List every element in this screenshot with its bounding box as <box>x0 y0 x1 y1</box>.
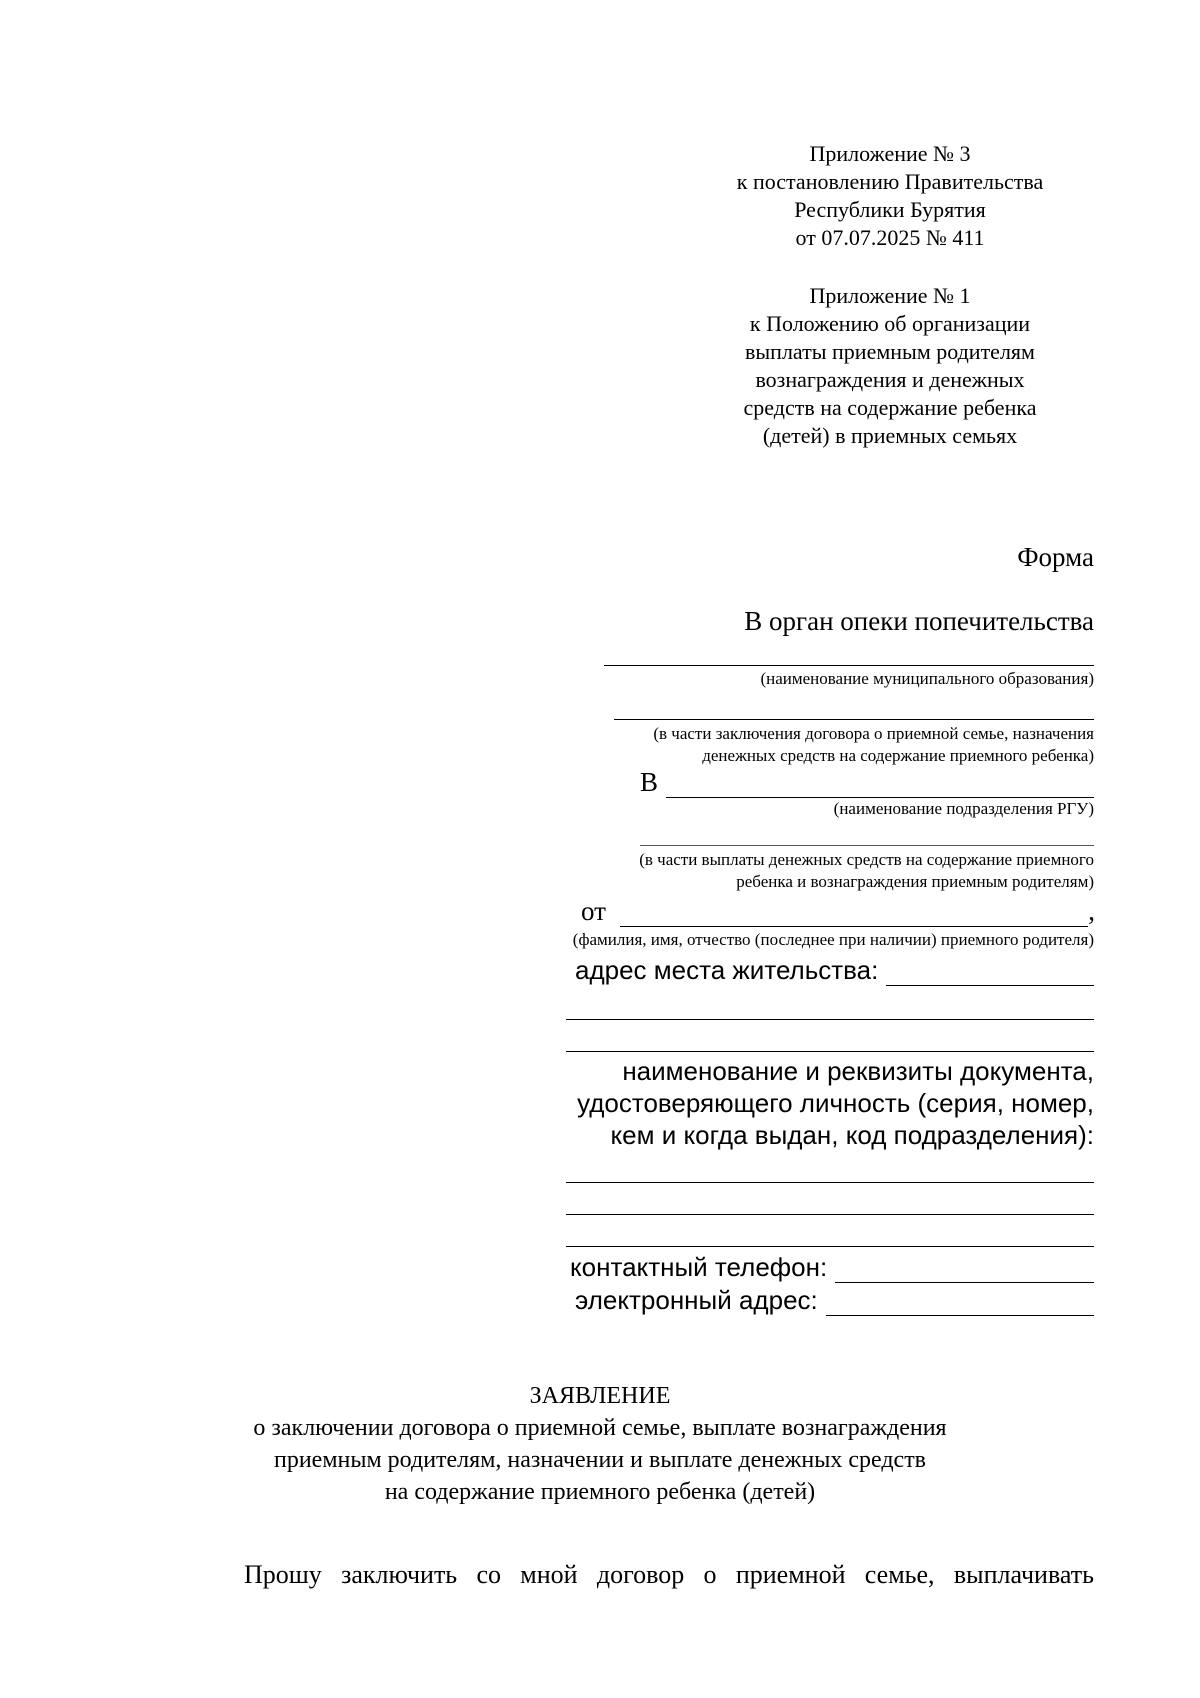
from-suffix: , <box>1088 896 1095 926</box>
statement-subtitle-line-3: на содержание приемного ребенка (детей) <box>384 1479 816 1505</box>
id-doc-field-line-3 <box>566 1246 1094 1247</box>
id-doc-field-line-2 <box>566 1214 1094 1215</box>
rgu-hint: (наименование подразделения РГУ) <box>833 799 1094 818</box>
statement-body-line-1: Прошу заключить со мной договор о приемной семье, выплачивать <box>244 1560 1094 1589</box>
email-row <box>575 1284 1094 1316</box>
appendix-3-line-3: Республики Бурятия <box>794 197 986 222</box>
rgu-name-line <box>666 771 1094 798</box>
from-prefix: от <box>581 896 606 926</box>
appendix-3-header <box>690 140 1090 252</box>
guardianship-addressee: В орган опеки попечительства <box>744 606 1094 636</box>
appendix-3-line-4: от 07.07.2025 № 411 <box>795 225 985 250</box>
phone-label: контактный телефон: <box>570 1252 828 1282</box>
municipality-line <box>604 665 1094 666</box>
phone-row <box>570 1251 1094 1283</box>
rgu-prefix: В <box>640 767 659 797</box>
email-line <box>826 1289 1094 1316</box>
appendix-1-line-6: (детей) в приемных семьях <box>762 423 1018 448</box>
address-line-2 <box>566 1019 1094 1020</box>
appendix-1-line-4: вознаграждения и денежных <box>755 367 1025 392</box>
statement-title-block <box>100 1380 1100 1508</box>
email-label: электронный адрес: <box>575 1285 818 1315</box>
statement-title: ЗАЯВЛЕНИЕ <box>529 1383 671 1409</box>
id-doc-line-2: удостоверяющего личность (серия, номер, <box>577 1088 1094 1118</box>
address-row <box>575 954 1094 986</box>
appendix-1-header <box>690 282 1090 450</box>
rgu-extra-line <box>640 845 1094 846</box>
rgu-row <box>640 766 1094 798</box>
appendix-1-line-5: средств на содержание ребенка <box>743 395 1037 420</box>
appendix-1-line-2: к Положению об организации <box>749 311 1031 336</box>
guardianship-extra-line <box>614 719 1094 720</box>
statement-subtitle-line-1: о заключении договора о приемной семье, выплате вознаграждения <box>253 1415 947 1441</box>
name-hint: (фамилия, имя, отчество (последнее при наличии) приемного родителя) <box>572 930 1094 949</box>
payment-hint-line-2: ребенка и вознаграждения приемным родителям) <box>736 872 1094 891</box>
phone-line <box>835 1256 1094 1283</box>
id-doc-line-1: наименование и реквизиты документа, <box>622 1056 1094 1086</box>
contract-hint-line-2: денежных средств на содержание приемного ребенка) <box>702 746 1094 765</box>
from-row <box>581 895 1095 927</box>
address-label: адрес места жительства: <box>575 955 879 985</box>
form-label: Форма <box>1017 542 1094 572</box>
municipality-hint: (наименование муниципального образования) <box>760 669 1094 688</box>
appendix-1-line-3: выплаты приемным родителям <box>745 339 1035 364</box>
address-line-1 <box>886 959 1094 986</box>
applicant-name-line <box>620 900 1088 927</box>
id-doc-line-3: кем и когда выдан, код подразделения): <box>610 1120 1094 1150</box>
address-line-3 <box>566 1051 1094 1052</box>
id-doc-field-line-1 <box>566 1182 1094 1183</box>
payment-hint-line-1: (в части выплаты денежных средств на содержание приемного <box>639 850 1094 869</box>
statement-subtitle-line-2: приемным родителям, назначении и выплате денежных средств <box>273 1447 927 1473</box>
appendix-1-line-1: Приложение № 1 <box>809 283 971 308</box>
appendix-3-line-2: к постановлению Правительства <box>736 169 1044 194</box>
appendix-3-line-1: Приложение № 3 <box>809 141 971 166</box>
contract-hint-line-1: (в части заключения договора о приемной семье, назначения <box>653 724 1094 743</box>
